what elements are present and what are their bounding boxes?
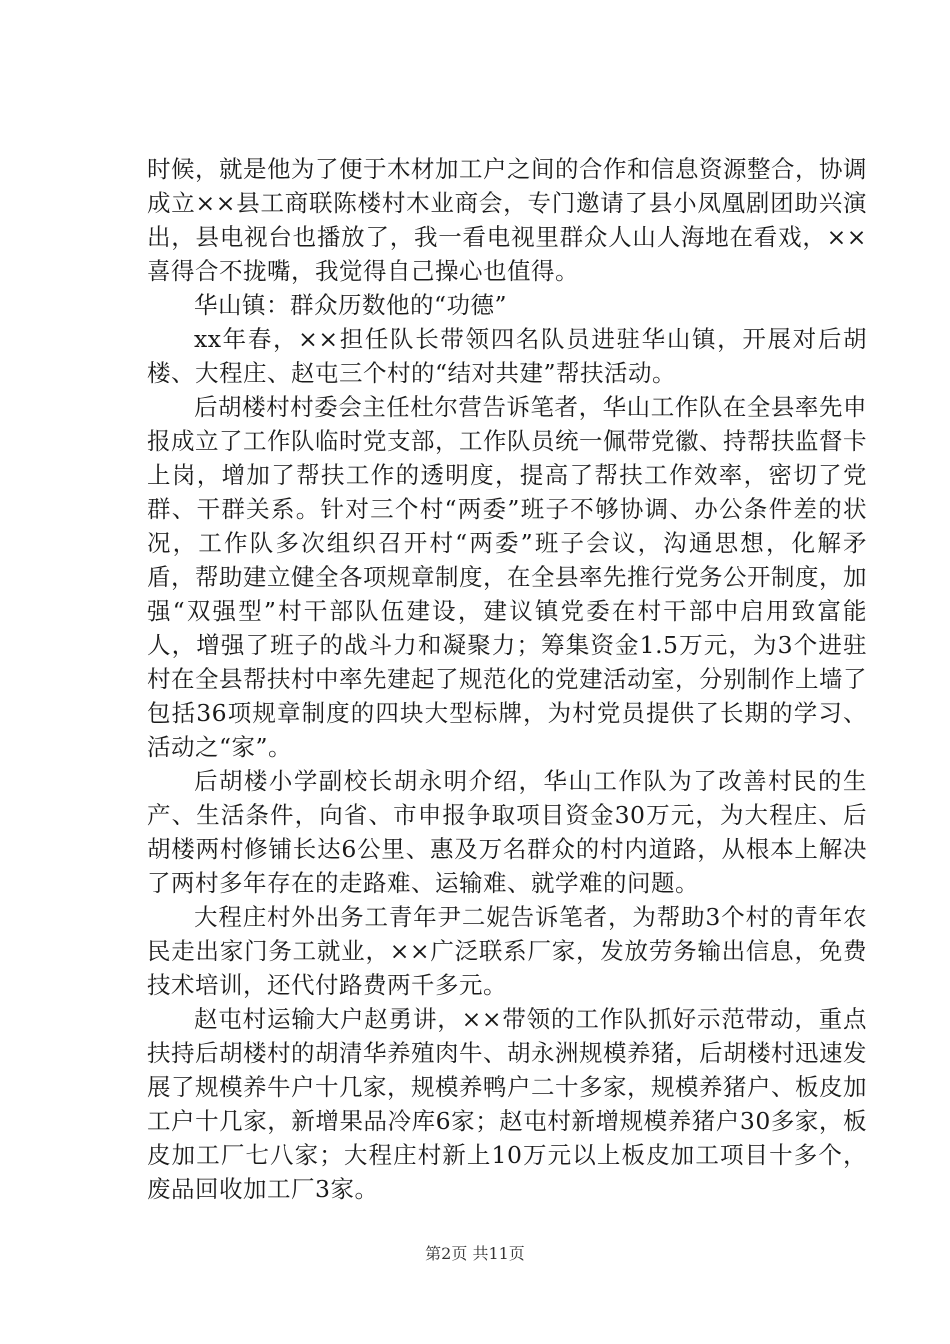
page-number-footer: 第2页 共11页 xyxy=(425,1244,525,1263)
paragraph-4: 后胡楼村村委会主任杜尔营告诉笔者，华山工作队在全县率先申报成立了工作队临时党支部，工作队员统一佩带党徽、持帮扶监督卡上岗，增加了帮扶工作的透明度，提高了帮扶工作效率，密切了党群、干群关系。针对三个村“两委”班子不够协调、办公条件差的状况，工作队多次组织召开村“两委”班子会议，沟通思想，化解矛盾，帮助建立健全各项规章制度，在全县率先推行党务公开制度，加强“双强型”村干部队伍建设，建议镇党委在村干部中启用致富能人，增强了班子的战斗力和凝聚力；筹集资金1.5万元，为3个进驻村在全县帮扶村中率先建起了规范化的党建活动室，分别制作上墙了包括36项规章制度的四块大型标牌，为村党员提供了长期的学习、活动之“家”。 xyxy=(147,393,867,761)
paragraph-6: 大程庄村外出务工青年尹二妮告诉笔者，为帮助3个村的青年农民走出家门务工就业，××广泛联系厂家，发放劳务输出信息，免费技术培训，还代付路费两千多元。 xyxy=(147,903,867,999)
paragraph-5: 后胡楼小学副校长胡永明介绍，华山工作队为了改善村民的生产、生活条件，向省、市申报争取项目资金30万元，为大程庄、后胡楼两村修铺长达6公里、惠及万名群众的村内道路，从根本上解决了两村多年存在的走路难、运输难、就学难的问题。 xyxy=(147,767,867,897)
paragraph-1: 时候，就是他为了便于木材加工户之间的合作和信息资源整合，协调成立××县工商联陈楼村木业商会，专门邀请了县小凤凰剧团助兴演出，县电视台也播放了，我一看电视里群众人山人海地在看戏，××喜得合不拢嘴，我觉得自己操心也值得。 xyxy=(147,155,867,285)
paragraph-7: 赵屯村运输大户赵勇讲，××带领的工作队抓好示范带动，重点扶持后胡楼村的胡清华养殖肉牛、胡永洲规模养猪，后胡楼村迅速发展了规模养牛户十几家，规模养鸭户二十多家，规模养猪户、板皮加工户十几家，新增果品冷库6家；赵屯村新增规模养猪户30多家，板皮加工厂七八家；大程庄村新上10万元以上板皮加工项目十多个，废品回收加工厂3家。 xyxy=(147,1005,867,1203)
section-heading: 华山镇：群众历数他的“功德” xyxy=(194,291,508,319)
article-body xyxy=(147,152,867,1206)
paragraph-3: xx年春，××担任队长带领四名队员进驻华山镇，开展对后胡楼、大程庄、赵屯三个村的“结对共建”帮扶活动。 xyxy=(147,325,867,387)
